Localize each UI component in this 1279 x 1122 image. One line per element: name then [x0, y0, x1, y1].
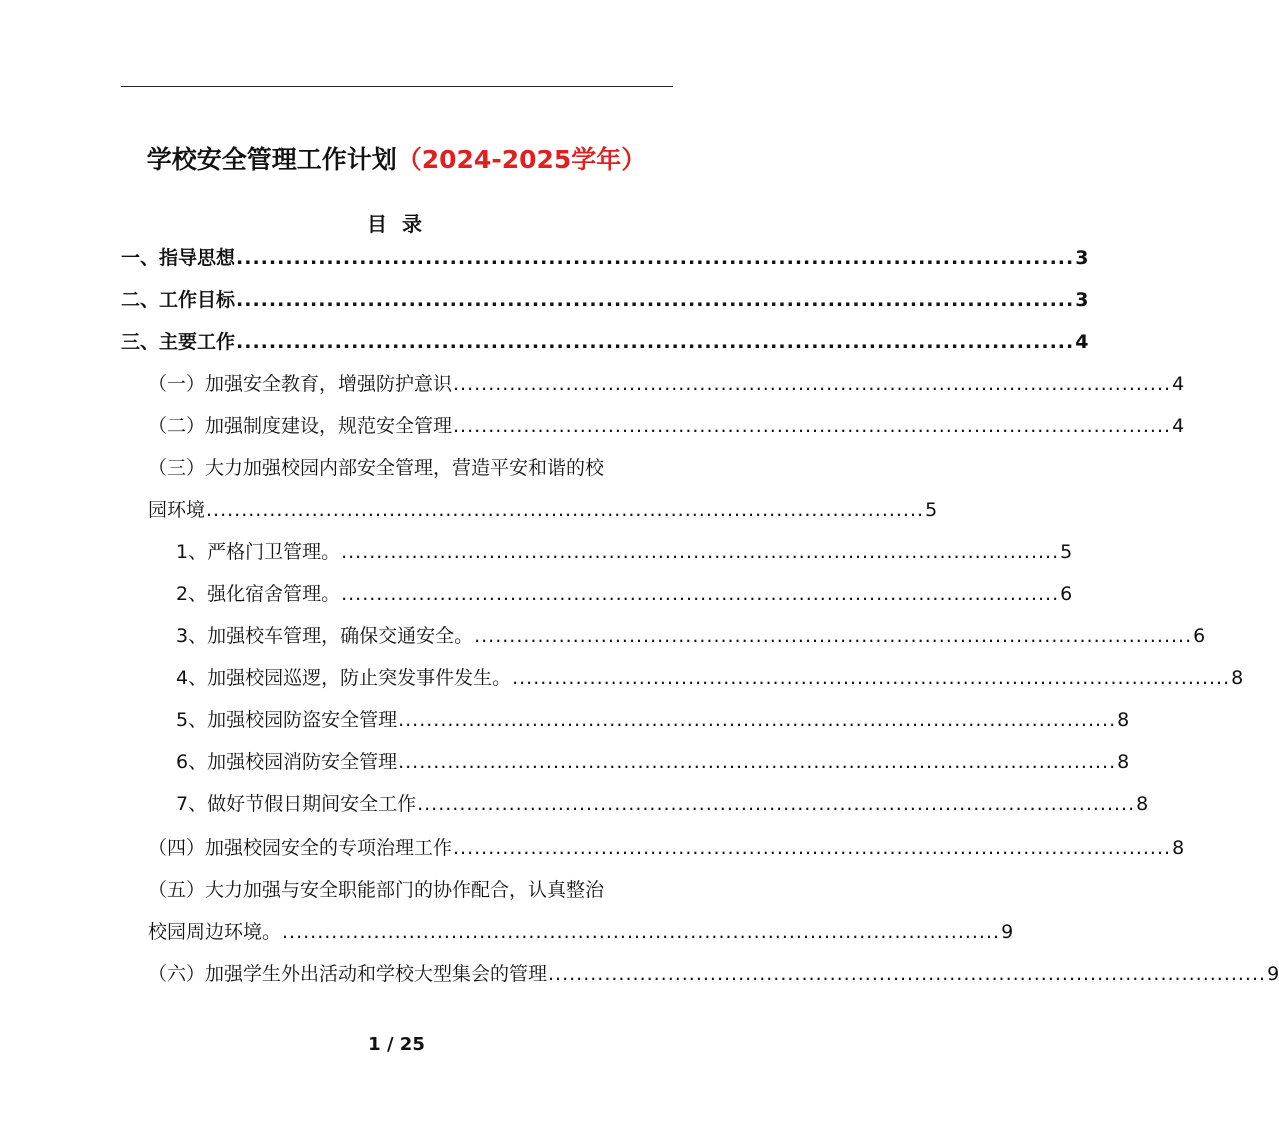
toc-leader-dots: ......................................................................................................	[474, 625, 1193, 647]
toc-entry-text: 三、主要工作	[121, 331, 236, 353]
toc-entry-text: 园环境	[148, 499, 206, 521]
toc-entry-page: 9	[1001, 921, 1014, 943]
toc-heading: 目 录	[367, 212, 426, 236]
toc-entry-page: 8	[1117, 751, 1130, 773]
toc-entry[interactable]	[121, 237, 1089, 279]
title-main: 学校安全管理工作计划	[146, 145, 397, 174]
toc-entry[interactable]	[148, 363, 1185, 405]
toc-entry[interactable]	[121, 279, 1089, 321]
header-rule	[121, 86, 673, 87]
toc-entry-page: 4	[1075, 331, 1089, 353]
page-indicator: 1 / 25	[368, 1034, 425, 1055]
toc-entry-page: 8	[1117, 709, 1130, 731]
toc-entry[interactable]	[176, 657, 1244, 699]
toc-entry[interactable]	[176, 531, 1073, 573]
toc-entry-text: 5、加强校园防盗安全管理	[176, 709, 398, 731]
toc-entry-page: 4	[1172, 415, 1185, 437]
toc-entry-text: 7、做好节假日期间安全工作	[176, 793, 417, 815]
toc-leader-dots: ......................................................................................................	[236, 331, 1075, 353]
toc-leader-dots: ......................................................................................................	[548, 963, 1267, 985]
toc-entry-wrapped-line[interactable]: （三）大力加强校园内部安全管理，营造平安和谐的校	[148, 457, 605, 479]
toc-leader-dots: ......................................................................................................	[282, 921, 1001, 943]
toc-leader-dots: ......................................................................................................	[236, 247, 1075, 269]
toc-entry[interactable]	[148, 953, 1279, 995]
document-title	[0, 140, 793, 176]
toc-entry-text: 4、加强校园巡逻，防止突发事件发生。	[176, 667, 512, 689]
toc-leader-dots: ......................................................................................................	[206, 499, 925, 521]
toc-entry-page: 5	[925, 499, 938, 521]
toc-entry-text: 3、加强校车管理，确保交通安全。	[176, 625, 474, 647]
toc-entry-text: （四）加强校园安全的专项治理工作	[148, 837, 453, 859]
toc-entry-text: （一）加强安全教育，增强防护意识	[148, 373, 453, 395]
toc-leader-dots: ......................................................................................................	[453, 373, 1172, 395]
toc-entry-text: 一、指导思想	[121, 247, 236, 269]
toc-entry-page: 3	[1075, 289, 1089, 311]
toc-entry[interactable]	[148, 405, 1185, 447]
toc-entry-page: 8	[1231, 667, 1244, 689]
toc-leader-dots: ......................................................................................................	[341, 541, 1060, 563]
toc-entry[interactable]	[176, 615, 1206, 657]
toc-entry-text: 6、加强校园消防安全管理	[176, 751, 398, 773]
toc-entry-page: 5	[1060, 541, 1073, 563]
toc-entry[interactable]	[176, 573, 1073, 615]
toc-entry[interactable]	[176, 783, 1149, 825]
toc-entry[interactable]	[176, 741, 1130, 783]
toc-leader-dots: ......................................................................................................	[236, 289, 1075, 311]
toc-entry-text: （六）加强学生外出活动和学校大型集会的管理	[148, 963, 548, 985]
toc-entry-text: （二）加强制度建设，规范安全管理	[148, 415, 453, 437]
toc-entry-page: 8	[1172, 837, 1185, 859]
toc-leader-dots: ......................................................................................................	[453, 837, 1172, 859]
toc-entry-wrapped-line[interactable]: （五）大力加强与安全职能部门的协作配合，认真整治	[148, 879, 605, 901]
toc-entry-page: 6	[1193, 625, 1206, 647]
toc-entry[interactable]	[176, 699, 1130, 741]
toc-leader-dots: ......................................................................................................	[417, 793, 1136, 815]
toc-entry-page: 3	[1075, 247, 1089, 269]
toc-entry-text: 校园周边环境。	[148, 921, 282, 943]
toc-entry-text: 2、强化宿舍管理。	[176, 583, 341, 605]
toc-entry-page: 9	[1267, 963, 1279, 985]
title-school-year: （2024-2025学年）	[396, 145, 647, 174]
toc-leader-dots: ......................................................................................................	[512, 667, 1231, 689]
toc-entry[interactable]	[148, 911, 1014, 953]
toc-entry-page: 8	[1136, 793, 1149, 815]
toc-entry-text: 二、工作目标	[121, 289, 236, 311]
toc-leader-dots: ......................................................................................................	[398, 751, 1117, 773]
toc-leader-dots: ......................................................................................................	[398, 709, 1117, 731]
toc-entry-page: 6	[1060, 583, 1073, 605]
toc-leader-dots: ......................................................................................................	[453, 415, 1172, 437]
toc-entry[interactable]	[121, 321, 1089, 363]
toc-entry-page: 4	[1172, 373, 1185, 395]
toc-leader-dots: ......................................................................................................	[341, 583, 1060, 605]
toc-entry[interactable]	[148, 827, 1185, 869]
toc-entry[interactable]	[148, 489, 938, 531]
toc-entry-text: 1、严格门卫管理。	[176, 541, 341, 563]
